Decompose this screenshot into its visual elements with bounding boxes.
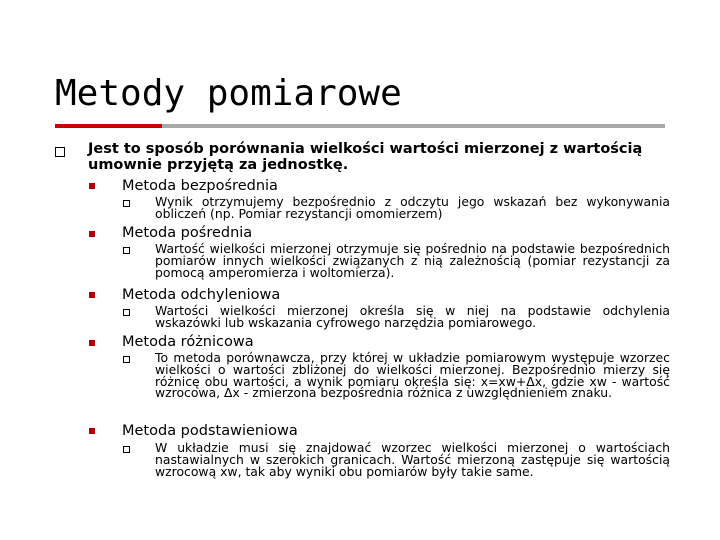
small-square-bullet-icon: [123, 247, 130, 254]
small-square-bullet-icon: [123, 200, 130, 207]
title-underline-accent: [55, 124, 162, 128]
method-description-indirect: Wartość wielkości mierzonej otrzymuje się pośrednio na podstawie bezpośrednich pomiarów innych wielkości związanych z nią zależnością (pomiar rezystancji za pomocą amperomierza i woltomierza).: [155, 241, 670, 280]
method-description-differential: To metoda porównawcza, przy której w układzie pomiarowym występuje wzorzec wielkości o wartości zbliżonej do wielkości mierzonej. Bezpośrednio mierzy się różnicę obu wartości, a wynik pomiaru określa się: x=xw+Δx, gdzie xw - wartość wzrocowa, Δx - zmierzona bezpośrednia różnica z uwzględnieniem znaku.: [155, 350, 670, 401]
filled-square-bullet-icon: [89, 231, 95, 237]
method-name-indirect: Metoda pośrednia: [122, 225, 253, 241]
title-underline: [55, 124, 665, 128]
filled-square-bullet-icon: [89, 292, 95, 298]
small-square-bullet-icon: [123, 309, 130, 316]
hollow-square-bullet-icon: [55, 147, 65, 157]
method-description-substitution: W układzie musi się znajdować wzorzec wielkości mierzonej o wartościach nastawialnych w szerokich granicach. Wartość mierzoną zastępuje się wartością wzrocową xw, tak aby wyniki obu pomiarów były takie same.: [155, 440, 670, 479]
title-underline-rest: [162, 124, 665, 128]
method-name-direct: Metoda bezpośrednia: [122, 178, 278, 194]
method-name-deflection: Metoda odchyleniowa: [122, 287, 281, 303]
filled-square-bullet-icon: [89, 428, 95, 434]
small-square-bullet-icon: [123, 356, 130, 363]
method-description-deflection: Wartości wielkości mierzonej określa się w niej na podstawie odchylenia wskazówki lub wskazania cyfrowego narzędzia pomiarowego.: [155, 303, 670, 330]
slide-title: Metody pomiarowe: [55, 73, 402, 114]
filled-square-bullet-icon: [89, 183, 95, 189]
method-name-differential: Metoda różnicowa: [122, 334, 254, 350]
filled-square-bullet-icon: [89, 340, 95, 346]
lead-text: Jest to sposób porównania wielkości wartości mierzonej z wartością umownie przyjętą za jednostkę.: [88, 141, 643, 173]
method-description-direct: Wynik otrzymujemy bezpośrednio z odczytu jego wskazań bez wykonywania obliczeń (np. Pomiar rezystancji omomierzem): [155, 194, 670, 221]
small-square-bullet-icon: [123, 446, 130, 453]
method-name-substitution: Metoda podstawieniowa: [122, 423, 298, 439]
